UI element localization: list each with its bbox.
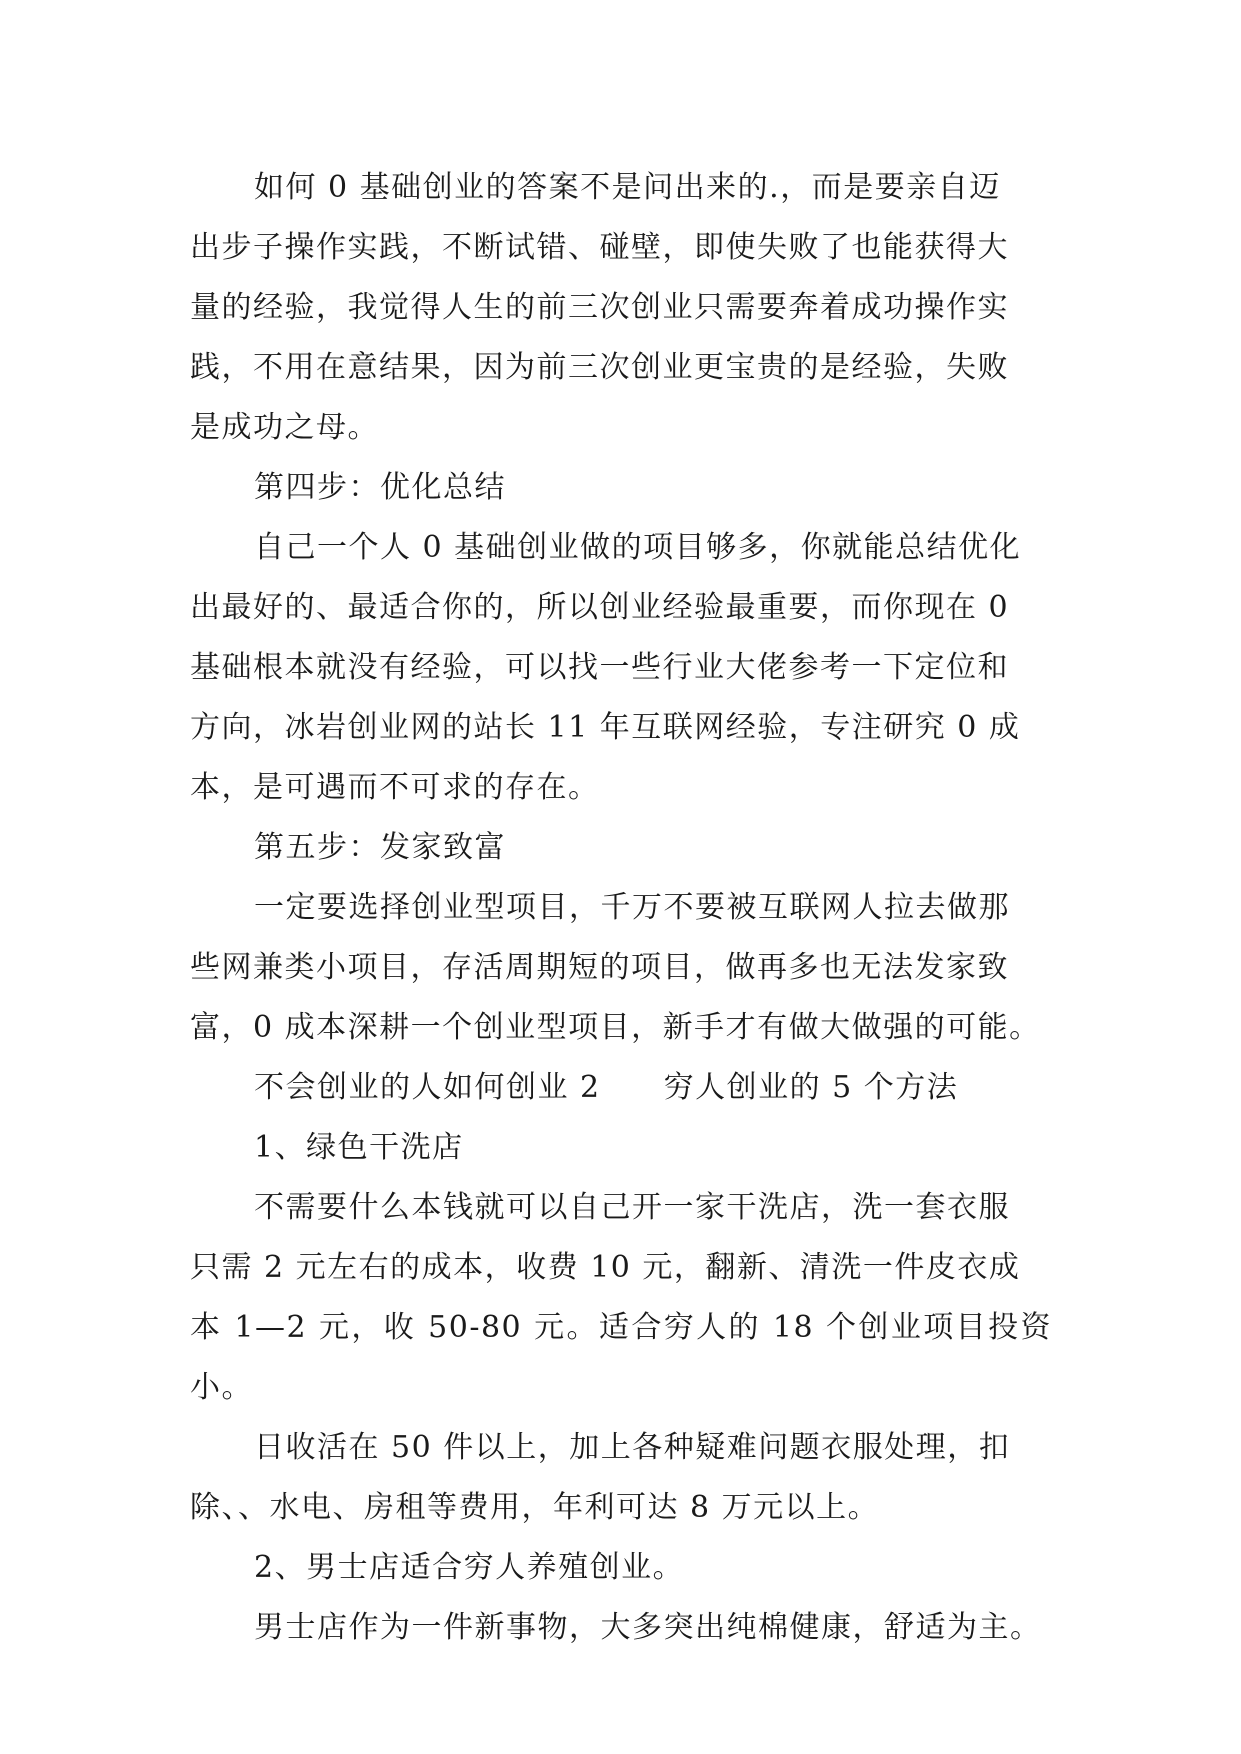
- text-line: 如何 0 基础创业的答案不是问出来的.，而是要亲自迈: [254, 170, 1001, 205]
- text-line: 日收活在 50 件以上，加上各种疑难问题衣服处理，扣: [254, 1430, 1011, 1465]
- text-line: 践，不用在意结果，因为前三次创业更宝贵的是经验，失败: [190, 350, 1009, 385]
- text-line: 男士店作为一件新事物，大多突出纯棉健康，舒适为主。: [254, 1610, 1042, 1645]
- paragraph-p8: [190, 1178, 1052, 1418]
- text-line: 量的经验，我觉得人生的前三次创业只需要奔着成功操作实: [190, 290, 1009, 325]
- text-line: 第五步：发家致富: [254, 830, 506, 865]
- item-heading-1: [190, 1118, 1052, 1178]
- section-title: [190, 1058, 1052, 1118]
- paragraph-p9: [190, 1418, 1052, 1538]
- text-line: 方向，冰岩创业网的站长 11 年互联网经验，专注研究 0 成: [190, 710, 1021, 745]
- text-line: 一定要选择创业型项目，千万不要被互联网人拉去做那: [254, 890, 1010, 925]
- paragraph-p3: [190, 518, 1052, 818]
- text-line: 出步子操作实践，不断试错、碰壁，即使失败了也能获得大: [190, 230, 1009, 265]
- text-line: 本 1—2 元，收 50-80 元。适合穷人的 18 个创业项目投资小。: [190, 1310, 1052, 1405]
- text-line: 基础根本就没有经验，可以找一些行业大佬参考一下定位和: [190, 650, 1009, 685]
- text-line: 不会创业的人如何创业 2 穷人创业的 5 个方法: [254, 1070, 959, 1105]
- text-line: 出最好的、最适合你的，所以创业经验最重要，而你现在 0: [190, 590, 1010, 625]
- text-line: 本，是可遇而不可求的存在。: [190, 770, 600, 805]
- text-line: 富，0 成本深耕一个创业型项目，新手才有做大做强的可能。: [190, 1010, 1041, 1045]
- text-line: 只需 2 元左右的成本，收费 10 元，翻新、清洗一件皮衣成: [190, 1250, 1021, 1285]
- text-line: 自己一个人 0 基础创业做的项目够多，你就能总结优化: [254, 530, 1022, 565]
- text-line: 第四步：优化总结: [254, 470, 506, 505]
- document-page: [190, 158, 1052, 1658]
- paragraph-p1: [190, 158, 1052, 458]
- text-line: 些网兼类小项目，存活周期短的项目，做再多也无法发家致: [190, 950, 1009, 985]
- text-line: 2、男士店适合穷人养殖创业。: [254, 1550, 685, 1585]
- text-line: 1、绿色干洗店: [254, 1130, 464, 1165]
- heading-step-five: [190, 818, 1052, 878]
- heading-step-four: [190, 458, 1052, 518]
- text-line: 是成功之母。: [190, 410, 379, 445]
- text-line: 不需要什么本钱就可以自己开一家干洗店，洗一套衣服: [254, 1190, 1010, 1225]
- text-line: 除、、水电、房租等费用，年利可达 8 万元以上。: [190, 1490, 880, 1525]
- paragraph-p11: [190, 1598, 1052, 1658]
- item-heading-2: [190, 1538, 1052, 1598]
- paragraph-p5: [190, 878, 1052, 1058]
